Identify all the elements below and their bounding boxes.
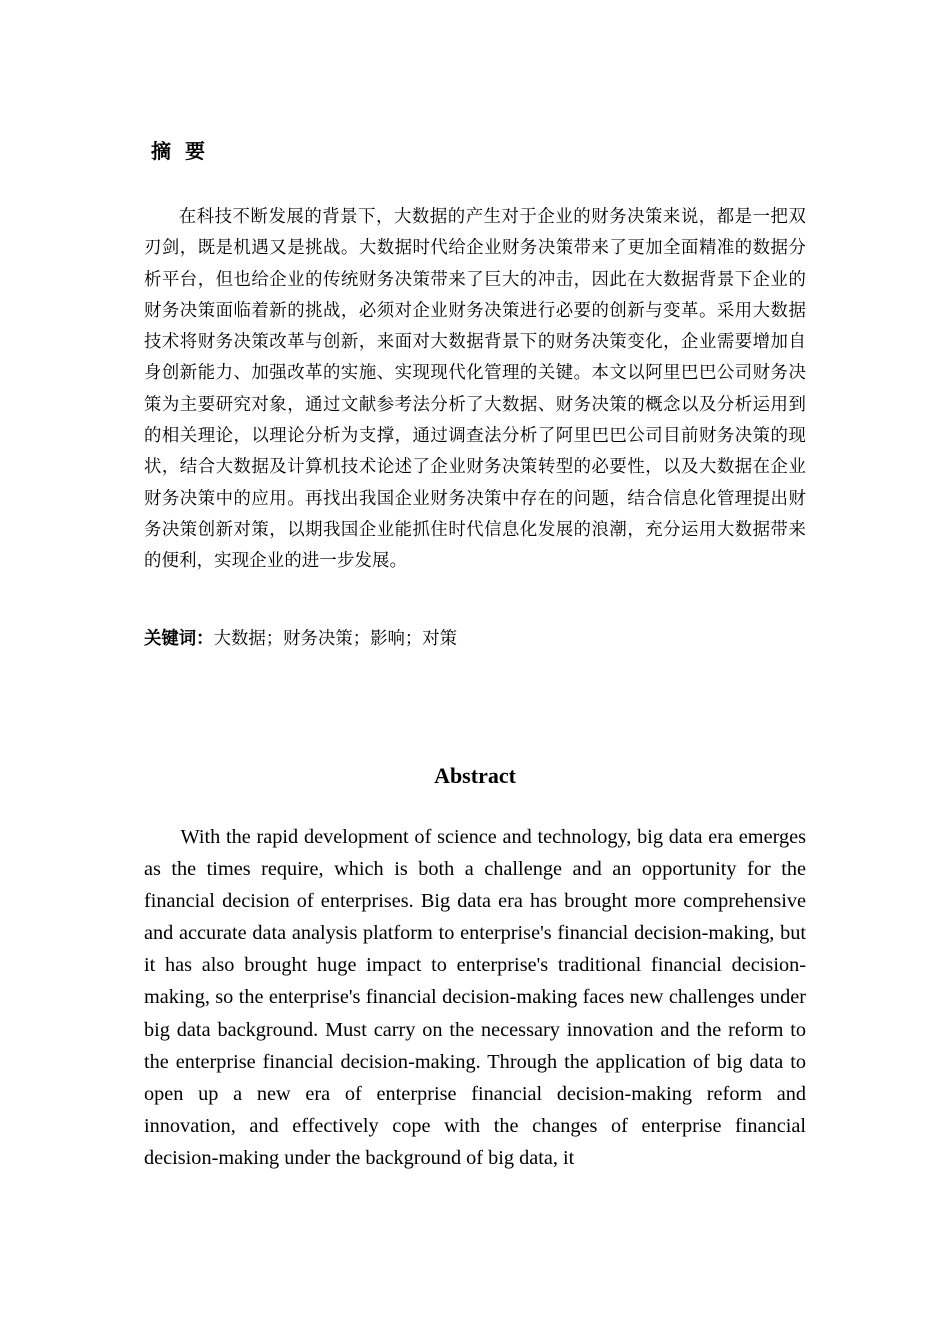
english-abstract-title: Abstract <box>434 763 516 788</box>
keywords-label: 关键词： <box>144 629 214 649</box>
chinese-abstract-body: 在科技不断发展的背景下，大数据的产生对于企业的财务决策来说，都是一把双刃剑，既是机遇又是挑战。大数据时代给企业财务决策带来了更加全面精准的数据分析平台，但也给企业的传统财务决策带来了巨大的冲击，因此在大数据背景下企业的财务决策面临着新的挑战，必须对企业财务决策进行必要的创新与变革。采用大数据技术将财务决策改革与创新，来面对大数据背景下的财务决策变化，企业需要增加自身创新能力、加强改革的实施、实现现代化管理的关键。本文以阿里巴巴公司财务决策为主要研究对象，通过文献参考法分析了大数据、财务决策的概念以及分析运用到的相关理论，以理论分析为支撑，通过调查法分析了阿里巴巴公司目前财务决策的现状，结合大数据及计算机技术论述了企业财务决策转型的必要性，以及大数据在企业财务决策中的应用。再找出我国企业财务决策中存在的问题，结合信息化管理提出财务决策创新对策，以期我国企业能抓住时代信息化发展的浪潮，充分运用大数据带来的便利，实现企业的进一步发展。 <box>144 207 806 572</box>
chinese-abstract-title: 摘要 <box>151 139 219 163</box>
keywords-list: 大数据；财务决策；影响；对策 <box>213 629 458 649</box>
chinese-keywords-line <box>144 624 806 655</box>
english-abstract-body: With the rapid development of science and technology, big data era emerges as the times require, which is both a challenge and an opportunity for the financial decision of enterprises. Big data era has brought more comprehensive and accurate data analysis platform to enterprise's financial decision-making, but it has also brought huge impact to enterprise's traditional financial decision-making, so the enterprise's financial decision-making faces new challenges under big data background. Must carry on the necessary innovation and the reform to the enterprise financial decision-making. Through the application of big data to open up a new era of enterprise financial decision-making reform and innovation, and effectively cope with the changes of enterprise financial decision-making under the background of big data, it <box>144 826 806 1169</box>
